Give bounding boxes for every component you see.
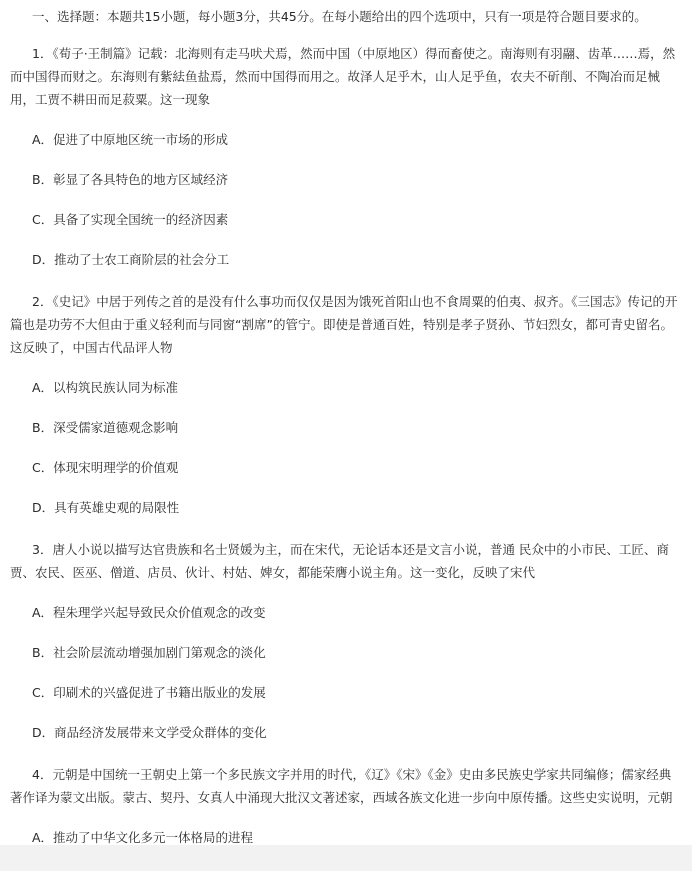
option-c: C．体现宋明理学的价值观 [32,460,179,475]
question-stem: 2．《史记》中居于列传之首的是没有什么事功而仅仅是因为饿死首阳山也不食周粟的伯夷、叔齐。《三国志》传记的开篇也是功劳不大但由于重义轻利而与同窗“割席”的管宁。即使是普通百姓，特别是孝子贤孙、节妇烈女，都可青史留名。这反映了，中国古代品评人物 [10,294,678,355]
question-1 [10,42,682,270]
option-d: D．具有英雄史观的局限性 [32,500,180,515]
question-stem: 4．元朝是中国统一王朝史上第一个多民族文字并用的时代，《辽》《宋》《金》史由多民族史学家共同编修；儒家经典著作译为蒙文出版。蒙古、契丹、女真人中涌现大批汉文著述家，西域各族文化进一步向中原传播。这些史实说明，元朝 [10,767,673,805]
option-c: C．印刷术的兴盛促进了书籍出版业的发展 [32,685,266,700]
option-c: C．具备了实现全国统一的经济因素 [32,212,229,227]
option-a: A．以构筑民族认同为标准 [32,380,179,395]
question-2 [10,290,682,518]
option-b: B．深受儒家道德观念影响 [32,420,179,435]
option-d: D．商品经济发展带来文学受众群体的变化 [32,725,267,740]
option-b: B．社会阶层流动增强加剧门第观念的淡化 [32,645,266,660]
question-4 [10,763,682,848]
option-b: B．彰显了各具特色的地方区域经济 [32,172,229,187]
option-a: A．推动了中华文化多元一体格局的进程 [32,830,254,845]
question-stem: 1．《荀子·王制篇》记载：北海则有走马吠犬焉，然而中国（中原地区）得而畜使之。南海则有羽翮、齿革……焉，然而中国得而财之。东海则有紫紶鱼盐焉，然而中国得而用之。故泽人足乎木，山人足乎鱼，农夫不斫削、不陶冶而足械用，工贾不耕田而足菽粟。这一现象 [10,46,676,107]
option-a: A．促进了中原地区统一市场的形成 [32,132,229,147]
question-3 [10,538,682,743]
section-header: 一、选择题：本题共15小题，每小题3分，共45分。在每小题给出的四个选项中，只有一项是符合题目要求的。 [32,9,647,24]
option-a: A．程朱理学兴起导致民众价值观念的改变 [32,605,266,620]
page-bottom-strip [0,845,692,871]
option-d: D．推动了士农工商阶层的社会分工 [32,252,230,267]
question-stem: 3．唐人小说以描写达官贵族和名士贤媛为主，而在宋代，无论话本还是文言小说，普通 民众中的小市民、工匠、商贾、农民、医巫、僧道、店员、伙计、村姑、婢女，都能荣膺小说主角。这一变化，反映了宋代 [10,542,669,580]
